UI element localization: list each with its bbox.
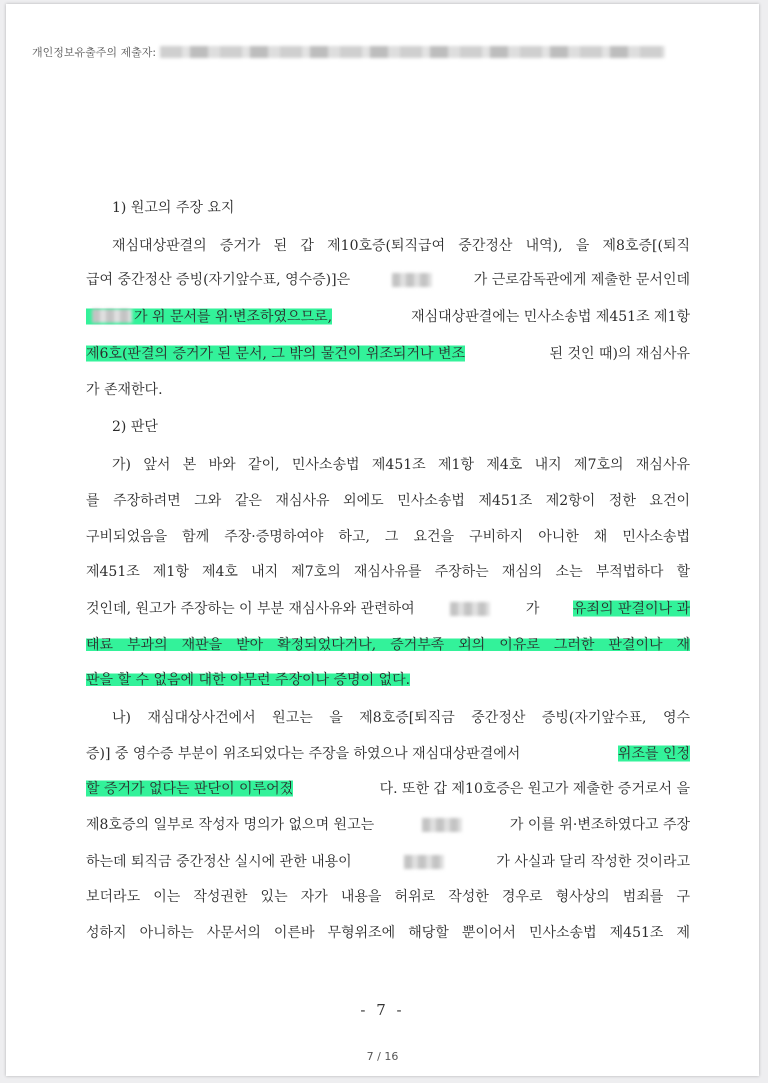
paragraph-line: 구비되었음을 함께 주장·증명하여야 하고, 그 요건을 구비하지 아니한 채 민사소송법 (86, 529, 690, 545)
paragraph-line (86, 815, 690, 835)
document-page (6, 4, 759, 1076)
paragraph-line: 재심대상판결의 증거가 된 갑 제10호증(퇴직급여 중간정산 내역), 을 제8호증[(퇴직 (112, 238, 690, 254)
page-count-indicator: 7 / 16 (366, 1050, 399, 1063)
text-segment: 가 위 문서를 위·변조하였으므로, (134, 309, 333, 325)
redacted-name (392, 273, 432, 287)
highlighted-text: 판을 할 수 없음에 대한 아무런 주장이나 증명이 없다. (86, 672, 411, 688)
highlighted-text: 할 증거가 없다는 판단이 이루어졌 (86, 781, 294, 797)
text-segment: 가 근로감독관에게 제출한 문서인데 (473, 272, 690, 288)
paragraph-line: 를 주장하려면 그와 같은 재심사유 외에도 민사소송법 제451조 제2항이 정한 요건이 (86, 493, 690, 509)
highlighted-text (86, 307, 332, 327)
redacted-name (404, 855, 444, 869)
privacy-header-label: 개인정보유출주의 제출자: (32, 46, 157, 59)
text-segment: 다. 또한 갑 제10호증은 원고가 제출한 증거로서 을 (379, 781, 690, 797)
highlighted-text: 제6호(판결의 증거가 된 문서, 그 밖의 물건이 위조되거나 변조 (86, 346, 465, 362)
paragraph-line (86, 744, 690, 764)
redacted-submitter (160, 46, 665, 58)
highlighted-text: 위조를 인정 (617, 746, 690, 762)
highlighted-text: 유죄의 판결이나 과 (572, 601, 690, 617)
text-segment: 제8호증의 일부로 작성자 명의가 없으며 원고는 (86, 817, 375, 833)
section-heading-2: 2) 판단 (112, 419, 158, 435)
section-heading-1: 1) 원고의 주장 요지 (112, 200, 235, 216)
paragraph-line: 제451조 제1항 제4호 내지 제7호의 재심사유를 주장하는 재심의 소는 부적법하다 할 (86, 564, 690, 580)
text-segment: 것인데, 원고가 주장하는 이 부분 재심사유와 관련하여 (86, 601, 415, 617)
redacted-name (450, 602, 490, 616)
paragraph-line: 가 존재한다. (86, 382, 163, 398)
highlighted-text: 태료 부과의 재판을 받아 확정되었다거나, 증거부족 외의 이유로 그러한 판결이나 재 (86, 637, 690, 653)
redacted-name (422, 818, 462, 832)
paragraph-line: 가) 앞서 본 바와 같이, 민사소송법 제451조 제1항 제4호 내지 제7호의 재심사유 (112, 457, 690, 473)
text-segment: 가 (525, 601, 540, 617)
text-segment: 급여 중간정산 증빙(자기앞수표, 영수증)]은 (86, 272, 351, 288)
paragraph-line: 보더라도 이는 작성권한 있는 자가 내용을 허위로 작성한 경우로 형사상의 범죄를 구 (86, 889, 690, 905)
text-segment: 하는데 퇴직금 중간정산 실시에 관한 내용이 (86, 854, 352, 870)
text-segment: 가 사실과 달리 작성한 것이라고 (496, 854, 690, 870)
page-number: - 7 - (360, 1001, 405, 1019)
paragraph-line: 성하지 아니하는 사문서의 이른바 무형위조에 해당할 뿐이어서 민사소송법 제451조 제 (86, 925, 690, 941)
paragraph-line (86, 852, 690, 872)
paragraph-line (86, 635, 690, 655)
paragraph-line (86, 599, 690, 619)
paragraph-line: 나) 재심대상사건에서 원고는 을 제8호증[퇴직금 중간정산 증빙(자기앞수표, 영수 (112, 710, 690, 726)
paragraph-line (86, 270, 690, 290)
redacted-name (92, 309, 132, 323)
paragraph-line (86, 307, 690, 327)
paragraph-line (86, 344, 690, 364)
text-segment: 가 이를 위·변조하였다고 주장 (509, 817, 690, 833)
text-segment: 증)] 중 영수증 부분이 위조되었다는 주장을 하였으나 재심대상판결에서 (86, 746, 521, 762)
paragraph-line (86, 670, 410, 690)
text-segment: 재심대상판결에는 민사소송법 제451조 제1항 (411, 309, 690, 325)
privacy-header (32, 44, 665, 60)
paragraph-line (86, 779, 690, 799)
text-segment: 된 것인 때)의 재심사유 (549, 346, 690, 362)
